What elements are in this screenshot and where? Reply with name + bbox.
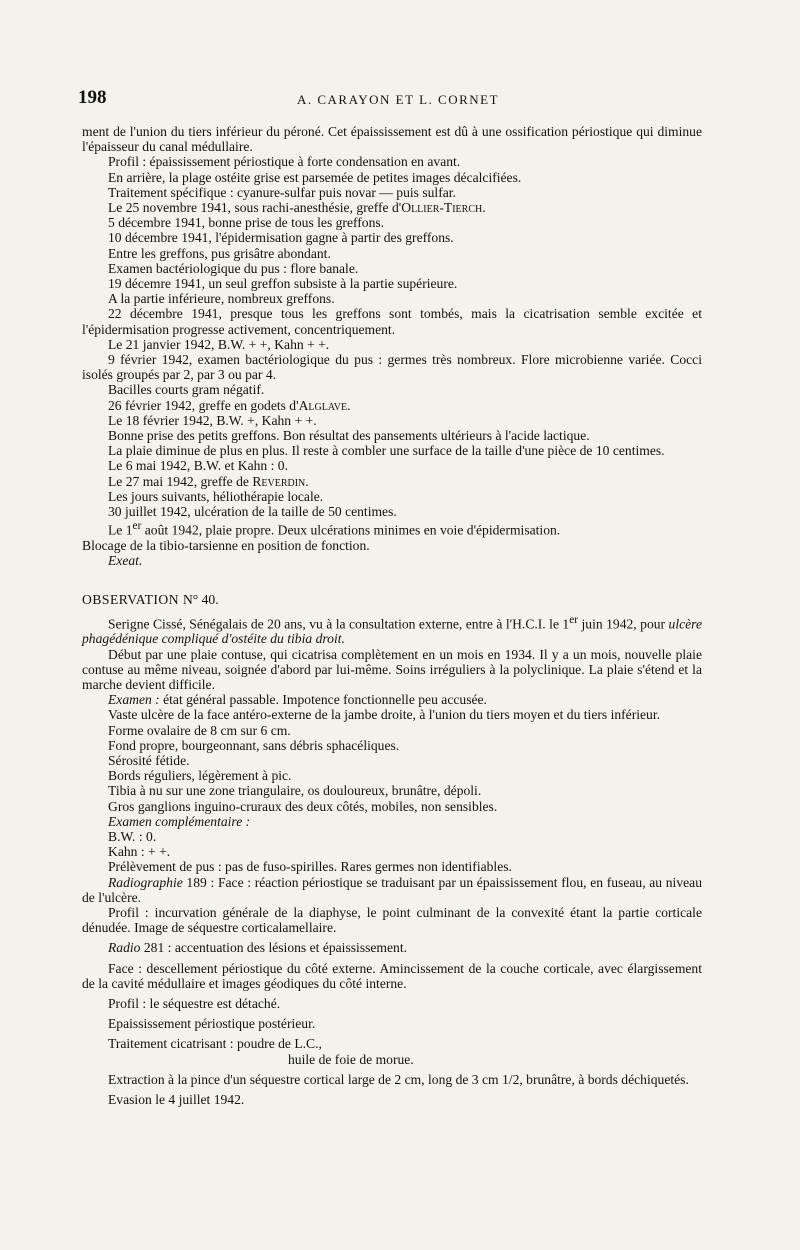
- heading-label: OBSERVATION: [82, 592, 180, 608]
- paragraph: Le 6 mai 1942, B.W. et Kahn : 0.: [108, 458, 288, 474]
- paragraph: Le 18 février 1942, B.W. +, Kahn + +.: [108, 412, 317, 428]
- paragraph: 5 décembre 1941, bonne prise de tous les greffons.: [108, 215, 385, 231]
- text-run: juin 1942, pour: [578, 616, 669, 632]
- paragraph: 22 décembre 1941, presque tous les greffons sont tombés, mais la cicatrisation semble excitée et l'épidermisation progresse activement, concentriquement.: [82, 306, 702, 337]
- paragraph: Extraction à la pince d'un séquestre cortical large de 2 cm, long de 3 cm 1/2, brunâtre, à bords déchiquetés.: [108, 1071, 689, 1087]
- superscript: er: [569, 613, 579, 626]
- paragraph: Début par une plaie contuse, qui cicatrisa complètement en un mois en 1934. Il y a un mois, nouvelle plaie contuse au même niveau, soignée d'abord par lui-même. Soins irréguliers à la polyclinique. La plaie s'étend et la marche devient difficile.: [82, 646, 702, 692]
- author-name: Alglave.: [298, 397, 351, 413]
- paragraph: 30 juillet 1942, ulcération de la taille de 50 centimes.: [108, 504, 397, 520]
- paragraph: Face : descellement périostique du côté externe. Amincissement de la couche corticale, avec élargissement de la cavité médullaire et images géodiques du côté interne.: [82, 960, 702, 991]
- paragraph: [82, 200, 702, 215]
- superscript: er: [132, 520, 142, 533]
- exeat-note: Exeat.: [108, 553, 143, 569]
- paragraph: huile de foie de morue.: [288, 1051, 414, 1067]
- section-label: Radiographie: [108, 874, 183, 890]
- paragraph: 9 février 1942, examen bactériologique du pus : germes très nombreux. Flore microbienne variée. Cocci isolés groupés par 2, par 3 ou par 4.: [82, 352, 702, 383]
- paragraph: Forme ovalaire de 8 cm sur 6 cm.: [108, 722, 291, 738]
- heading-number: N° 40.: [182, 592, 219, 608]
- paragraph: Gros ganglions inguino-cruraux des deux côtés, mobiles, non sensibles.: [108, 798, 498, 814]
- section-label: Examen complémentaire :: [108, 813, 251, 829]
- paragraph: Bords réguliers, légèrement à pic.: [108, 768, 292, 784]
- paragraph: Les jours suivants, héliothérapie locale.: [108, 488, 324, 504]
- paragraph: [82, 814, 702, 829]
- paragraph: Prélèvement de pus : pas de fuso-spirilles. Rares germes non identifiables.: [108, 859, 512, 875]
- paragraph: [82, 940, 702, 955]
- paragraph: Profil : épaississement périostique à forte condensation en avant.: [108, 154, 461, 170]
- text-run: 189 : Face : réaction périostique se traduisant par un épaississement flou, en fuseau, au niveau de l'ulcère.: [82, 874, 702, 905]
- paragraph: [82, 398, 702, 413]
- paragraph: 19 décemre 1941, un seul greffon subsiste à la partie supérieure.: [108, 276, 458, 292]
- running-title: A. CARAYON ET L. CORNET: [296, 92, 500, 107]
- text-run: Serigne Cissé, Sénégalais de 20 ans, vu à la consultation externe, entre à l'H.C.I. le 1: [108, 616, 570, 632]
- paragraph: A la partie inférieure, nombreux greffons.: [108, 291, 335, 307]
- text-run: 26 février 1942, greffe en godets d': [108, 397, 299, 413]
- paragraph: Vaste ulcère de la face antéro-externe de la jambe droite, à l'union du tiers moyen et du tiers inférieur.: [108, 707, 661, 723]
- paragraph: Blocage de la tibio-tarsienne en position de fonction.: [82, 538, 370, 554]
- paragraph: Profil : le séquestre est détaché.: [108, 996, 281, 1012]
- text-run: Le 25 novembre 1941, sous rachi-anesthésie, greffe d': [108, 200, 402, 216]
- page-number: 198: [78, 87, 107, 108]
- paragraph: En arrière, la plage ostéite grise est parsemée de petites images décalcifiées.: [108, 169, 522, 185]
- paragraph: Traitement spécifique : cyanure-sulfar puis novar — puis sulfar.: [108, 184, 456, 200]
- section-label: Radio: [108, 940, 141, 956]
- paragraph: 10 décembre 1941, l'épidermisation gagne à partir des greffons.: [108, 230, 454, 246]
- page-header: [78, 87, 718, 111]
- text-run: Le 1: [108, 522, 133, 538]
- paragraph: Examen bactériologique du pus : flore banale.: [108, 260, 359, 276]
- paragraph: Bacilles courts gram négatif.: [108, 382, 265, 398]
- paragraph: Tibia à nu sur une zone triangulaire, os douloureux, brunâtre, dépoli.: [108, 783, 482, 799]
- diagnosis: ulcère phagédénique compliqué d'ostéite du tibia droit.: [82, 616, 702, 647]
- paragraph: La plaie diminue de plus en plus. Il reste à combler une surface de la taille d'une pièce de 10 centimes.: [108, 443, 665, 459]
- paragraph: Fond propre, bourgeonnant, sans débris sphacéliques.: [108, 737, 400, 753]
- page-body: [82, 124, 702, 1107]
- paragraph: B.W. : 0.: [108, 829, 157, 844]
- paragraph: [82, 553, 702, 568]
- paragraph: Epaississement périostique postérieur.: [108, 1016, 316, 1032]
- paragraph: Sérosité fétide.: [108, 752, 190, 768]
- paragraph: [82, 692, 702, 707]
- text-run: août 1942, plaie propre. Deux ulcérations minimes en voie d'épidermisation.: [141, 522, 561, 538]
- text-run: Le 27 mai 1942, greffe de: [108, 473, 253, 489]
- paragraph: [82, 519, 702, 538]
- paragraph: Evasion le 4 juillet 1942.: [108, 1092, 245, 1108]
- author-name: Ollier-Tierch.: [401, 200, 486, 216]
- paragraph: ment de l'union du tiers inférieur du péroné. Cet épaississement est dû à une ossification périostique qui diminue l'épaisseur du canal médullaire.: [82, 124, 702, 155]
- paragraph: Bonne prise des petits greffons. Bon résultat des pansements ultérieurs à l'acide lactique.: [108, 428, 590, 444]
- paragraph: Traitement cicatrisant : poudre de L.C.,: [108, 1036, 322, 1052]
- author-name: Reverdin.: [252, 473, 309, 489]
- observation-heading: [82, 592, 702, 607]
- paragraph: Kahn : + +.: [108, 844, 171, 860]
- section-label: Examen :: [108, 692, 160, 708]
- paragraph: Le 21 janvier 1942, B.W. + +, Kahn + +.: [108, 336, 330, 352]
- text-run: 281 : accentuation des lésions et épaississement.: [140, 940, 408, 956]
- paragraph: [82, 474, 702, 489]
- paragraph: Profil : incurvation générale de la diaphyse, le point culminant de la convexité étant la partie corticale dénudée. Image de séquestre corticalamellaire.: [82, 905, 702, 936]
- paragraph: [82, 875, 702, 905]
- paragraph: Entre les greffons, pus grisâtre abondant.: [108, 245, 331, 261]
- paragraph: [82, 613, 702, 647]
- text-run: état général passable. Impotence fonctionnelle peu accusée.: [159, 692, 487, 708]
